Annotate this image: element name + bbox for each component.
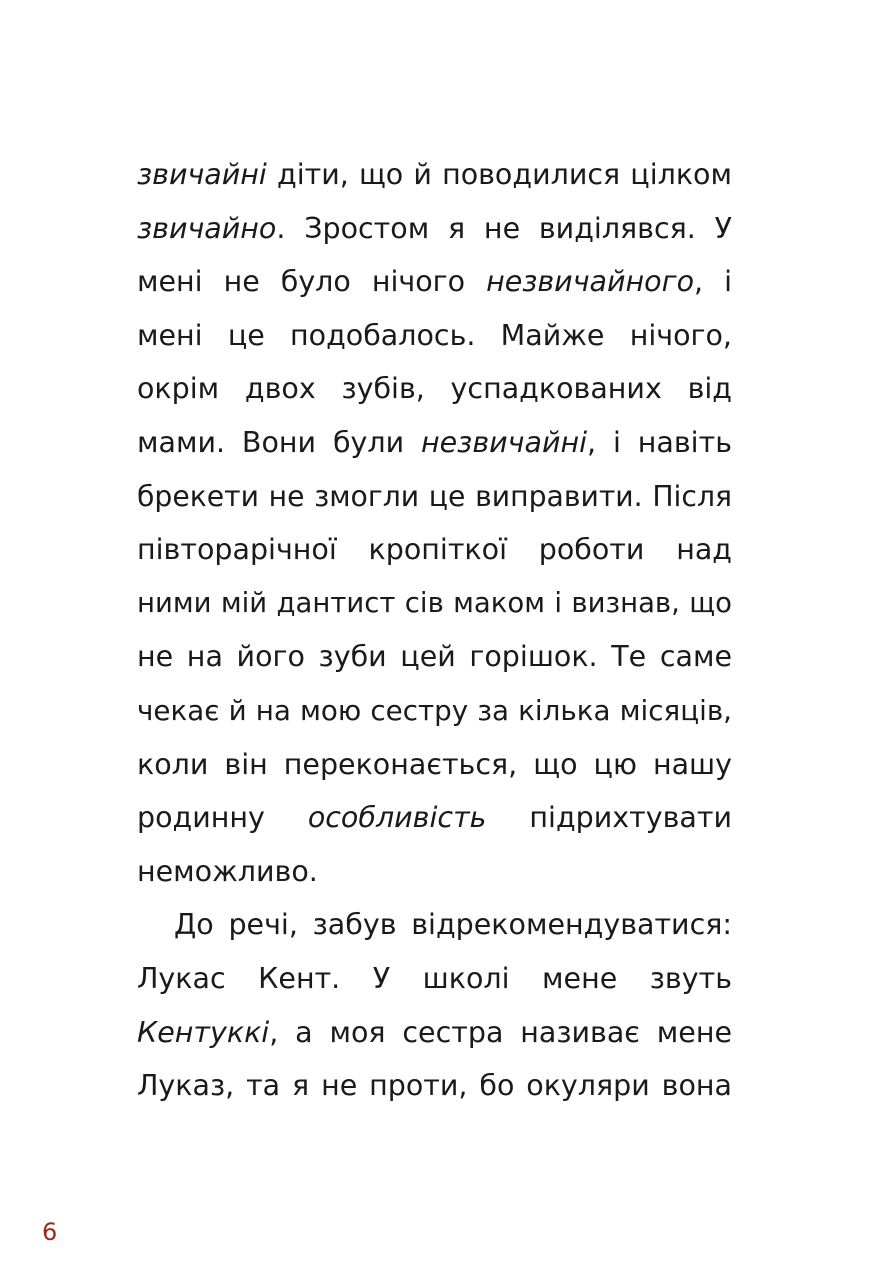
- text-segment: коли він переконається, що цю нашу: [137, 747, 732, 781]
- text-line: [137, 416, 732, 470]
- text-line: [137, 202, 732, 256]
- text-line: [137, 470, 732, 524]
- text-line: [137, 898, 732, 952]
- text-line: [137, 845, 732, 899]
- italic-segment: незвичайного: [486, 265, 695, 299]
- text-segment: підрихтувати: [486, 801, 732, 835]
- text-segment: . Зростом я не виділявся. У: [276, 211, 732, 245]
- text-segment: До речі, забув відрекомендуватися:: [174, 908, 732, 942]
- text-line: [137, 1059, 732, 1113]
- text-line: [137, 523, 732, 577]
- text-segment: брекети не змогли це виправити. Після: [137, 479, 732, 513]
- text-line: [137, 791, 732, 845]
- text-segment: Луказ, та я не проти, бо окуляри вона: [137, 1069, 732, 1103]
- italic-segment: Кентуккі: [137, 1015, 270, 1049]
- italic-segment: звичайні: [137, 158, 267, 191]
- text-segment: мені не було нічого: [137, 265, 487, 299]
- text-segment: , і навіть: [587, 425, 732, 459]
- text-line: [137, 148, 732, 202]
- text-segment: мені це подобалось. Майже нічого,: [137, 318, 732, 352]
- text-line: [137, 952, 732, 1006]
- text-line: [137, 362, 732, 416]
- italic-segment: незвичайні: [421, 425, 588, 459]
- text-segment: неможливо.: [137, 854, 318, 888]
- text-line: [137, 255, 732, 309]
- text-segment: півторарічної кропіткої роботи над: [137, 533, 732, 567]
- text-segment: діти, що й поводилися цілком: [266, 158, 732, 191]
- text-segment: , і: [694, 265, 732, 299]
- text-line: [137, 577, 732, 631]
- text-segment: не на його зуби цей горішок. Те саме: [137, 640, 732, 674]
- text-line: [137, 1006, 732, 1060]
- text-segment: , а моя сестра називає мене: [269, 1015, 732, 1049]
- text-segment: окрім двох зубів, успадкованих від: [137, 372, 732, 406]
- text-segment: мами. Вони були: [137, 425, 422, 459]
- italic-segment: особливість: [307, 801, 487, 835]
- text-line: [137, 738, 732, 792]
- text-segment: Лукас Кент. У школі мене звуть: [137, 961, 732, 995]
- italic-segment: звичайно: [137, 211, 277, 245]
- text-segment: родинну: [137, 801, 308, 835]
- text-line: [137, 630, 732, 684]
- page-number: 6: [42, 1218, 58, 1246]
- text-segment: чекає й на мою сестру за кілька місяців,: [137, 693, 732, 727]
- body-text: [137, 148, 732, 1113]
- text-line: [137, 684, 732, 738]
- text-segment: ними мій дантист сів маком і визнав, що: [137, 586, 732, 619]
- text-line: [137, 309, 732, 363]
